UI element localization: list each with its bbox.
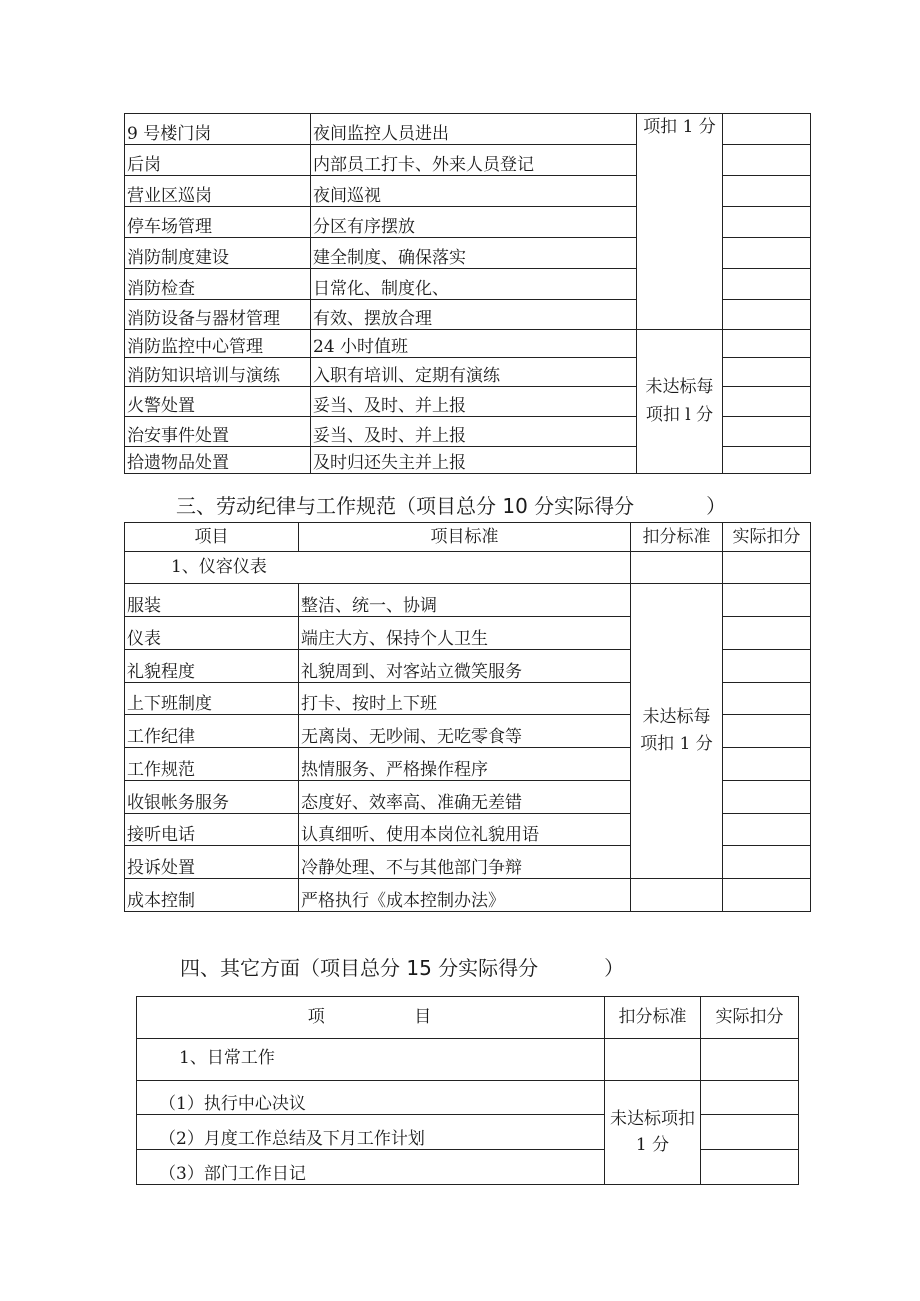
standard-cell: 冷静处理、不与其他部门争辩 — [299, 846, 631, 879]
deduct-rule-cell: 未达标每项扣 l 分 — [637, 330, 723, 474]
blank-cell — [701, 1039, 799, 1081]
item-cell: 服装 — [125, 584, 299, 617]
standard-cell: 入职有培训、定期有演练 — [311, 358, 637, 387]
actual-deduct-cell[interactable] — [723, 269, 811, 300]
section4-title-text: 四、其它方面（项目总分 15 分实际得分 — [180, 956, 539, 980]
blank-cell — [605, 1039, 701, 1081]
item-cell: 消防知识培训与演练 — [125, 358, 311, 387]
actual-deduct-cell[interactable] — [723, 145, 811, 176]
actual-deduct-cell[interactable] — [723, 846, 811, 879]
standard-cell: 妥当、及时、并上报 — [311, 417, 637, 447]
actual-deduct-cell[interactable] — [723, 748, 811, 781]
group-label: 1、仪容仪表 — [125, 552, 631, 584]
item-cell: 仪表 — [125, 617, 299, 650]
standard-cell: 日常化、制度化、 — [311, 269, 637, 300]
standard-cell: 有效、摆放合理 — [311, 300, 637, 330]
standard-cell: 夜间监控人员进出 — [311, 114, 637, 145]
standard-cell: 热情服务、严格操作程序 — [299, 748, 631, 781]
standard-cell: 整洁、统一、协调 — [299, 584, 631, 617]
item-cell: 拾遗物品处置 — [125, 447, 311, 474]
header-actual: 实际扣分 — [701, 997, 799, 1039]
standard-cell: 及时归还失主并上报 — [311, 447, 637, 474]
item-cell: 后岗 — [125, 145, 311, 176]
standard-cell: 内部员工打卡、外来人员登记 — [311, 145, 637, 176]
other-aspects-table — [136, 996, 799, 1185]
actual-deduct-cell[interactable] — [723, 114, 811, 145]
standard-cell: 分区有序摆放 — [311, 207, 637, 238]
standard-cell: 态度好、效率高、准确无差错 — [299, 781, 631, 814]
item-cell: 收银帐务服务 — [125, 781, 299, 814]
actual-deduct-cell[interactable] — [723, 447, 811, 474]
standard-cell: 夜间巡视 — [311, 176, 637, 207]
actual-deduct-cell[interactable] — [723, 207, 811, 238]
item-cell: 消防制度建设 — [125, 238, 311, 269]
section4-title — [180, 952, 624, 981]
item-cell: 上下班制度 — [125, 683, 299, 715]
header-actual: 实际扣分 — [723, 523, 811, 552]
header-item: 项 目 — [137, 997, 605, 1039]
item-cell: （2）月度工作总结及下月工作计划 — [137, 1115, 605, 1150]
header-standard: 项目标准 — [299, 523, 631, 552]
standard-cell: 无离岗、无吵闹、无吃零食等 — [299, 715, 631, 748]
standard-cell: 严格执行《成本控制办法》 — [299, 879, 631, 912]
blank-cell — [723, 552, 811, 584]
group-label: 1、日常工作 — [137, 1039, 605, 1081]
actual-deduct-cell[interactable] — [723, 650, 811, 683]
standard-cell: 24 小时值班 — [311, 330, 637, 358]
item-cell: 成本控制 — [125, 879, 299, 912]
actual-deduct-cell[interactable] — [723, 683, 811, 715]
actual-deduct-cell[interactable] — [723, 176, 811, 207]
actual-deduct-cell[interactable] — [723, 238, 811, 269]
section3-title-close: ） — [706, 494, 727, 518]
actual-deduct-cell[interactable] — [723, 387, 811, 417]
section4-title-close: ） — [604, 956, 625, 980]
security-fire-table — [124, 113, 811, 474]
discipline-table — [124, 522, 811, 912]
item-cell: 工作规范 — [125, 748, 299, 781]
actual-deduct-cell[interactable] — [723, 715, 811, 748]
actual-deduct-cell[interactable] — [701, 1081, 799, 1115]
item-cell: （3）部门工作日记 — [137, 1150, 605, 1185]
standard-cell: 打卡、按时上下班 — [299, 683, 631, 715]
item-cell: 9 号楼门岗 — [125, 114, 311, 145]
item-cell: 停车场管理 — [125, 207, 311, 238]
header-item: 项目 — [125, 523, 299, 552]
actual-deduct-cell[interactable] — [723, 781, 811, 814]
actual-deduct-cell[interactable] — [723, 617, 811, 650]
item-cell: 接听电话 — [125, 814, 299, 846]
item-cell: 火警处置 — [125, 387, 311, 417]
item-cell: 投诉处置 — [125, 846, 299, 879]
item-cell: 礼貌程度 — [125, 650, 299, 683]
blank-cell — [631, 879, 723, 912]
item-cell: 消防设备与器材管理 — [125, 300, 311, 330]
actual-deduct-cell[interactable] — [723, 300, 811, 330]
header-deduct: 扣分标准 — [605, 997, 701, 1039]
deduct-rule-cell: 未达标每项扣 1 分 — [631, 584, 723, 879]
standard-cell: 妥当、及时、并上报 — [311, 387, 637, 417]
section3-title-text: 三、劳动纪律与工作规范（项目总分 10 分实际得分 — [176, 494, 635, 518]
actual-deduct-cell[interactable] — [723, 330, 811, 358]
blank-cell — [631, 552, 723, 584]
deduct-rule-cell: 项扣 1 分 — [637, 114, 723, 330]
actual-deduct-cell[interactable] — [723, 417, 811, 447]
actual-deduct-cell[interactable] — [723, 358, 811, 387]
section3-title — [176, 490, 726, 519]
header-deduct: 扣分标准 — [631, 523, 723, 552]
item-cell: 消防监控中心管理 — [125, 330, 311, 358]
deduct-rule-cell: 未达标项扣 1 分 — [605, 1081, 701, 1185]
actual-deduct-cell[interactable] — [701, 1150, 799, 1185]
item-cell: 治安事件处置 — [125, 417, 311, 447]
item-cell: 营业区巡岗 — [125, 176, 311, 207]
actual-deduct-cell[interactable] — [723, 584, 811, 617]
item-cell: 消防检查 — [125, 269, 311, 300]
standard-cell: 礼貌周到、对客站立微笑服务 — [299, 650, 631, 683]
standard-cell: 认真细听、使用本岗位礼貌用语 — [299, 814, 631, 846]
standard-cell: 建全制度、确保落实 — [311, 238, 637, 269]
standard-cell: 端庄大方、保持个人卫生 — [299, 617, 631, 650]
item-cell: （1）执行中心决议 — [137, 1081, 605, 1115]
actual-deduct-cell[interactable] — [701, 1115, 799, 1150]
actual-deduct-cell[interactable] — [723, 814, 811, 846]
actual-deduct-cell[interactable] — [723, 879, 811, 912]
item-cell: 工作纪律 — [125, 715, 299, 748]
